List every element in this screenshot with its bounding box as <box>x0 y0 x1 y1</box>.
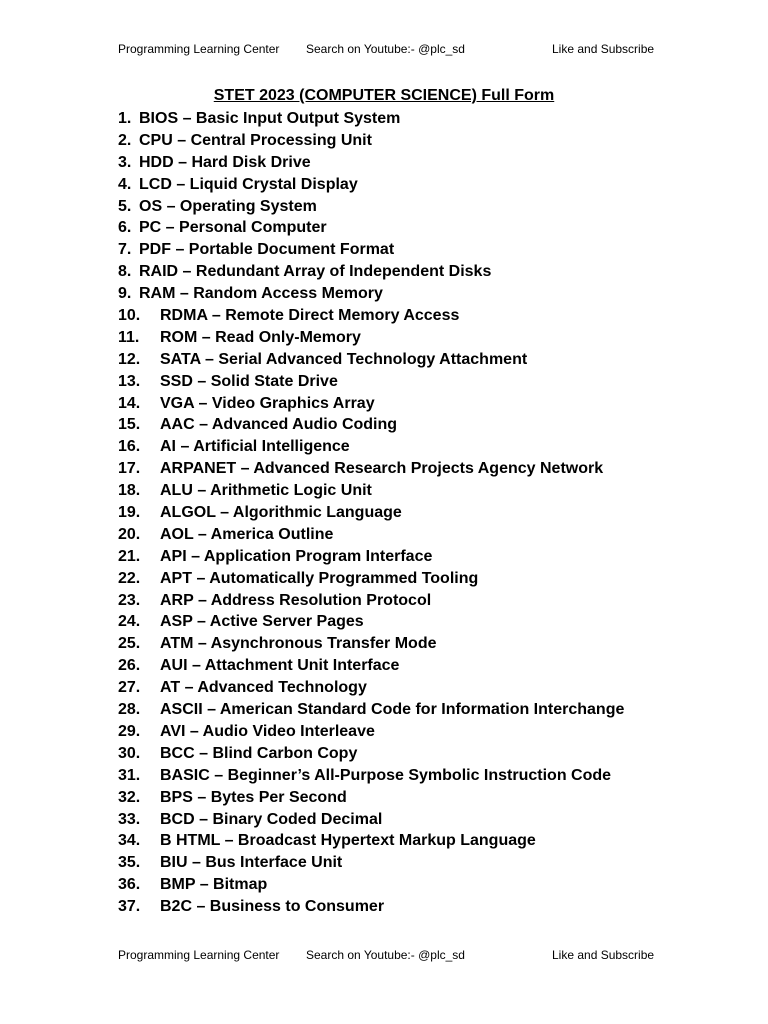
list-item-number: 5. <box>118 197 132 215</box>
list-item <box>0 152 768 174</box>
list-item-number: 21. <box>118 547 141 565</box>
list-item-text: ARP – Address Resolution Protocol <box>160 591 432 609</box>
list-item-number: 11. <box>118 328 140 346</box>
list-item-number: 36. <box>118 876 141 894</box>
list-item <box>0 546 768 568</box>
list-item <box>0 174 768 196</box>
list-item-number: 6. <box>118 219 132 237</box>
page-footer <box>0 948 768 968</box>
list-item-number: 32. <box>118 788 141 806</box>
list-item-number: 23. <box>118 591 141 609</box>
list-item <box>0 765 768 787</box>
list-item <box>0 458 768 480</box>
list-item <box>0 283 768 305</box>
list-item-text: BASIC – Beginner’s All-Purpose Symbolic Instruction Code <box>160 766 612 784</box>
list-item <box>0 655 768 677</box>
list-item-number: 18. <box>118 482 141 500</box>
list-item-text: ATM – Asynchronous Transfer Mode <box>160 635 437 653</box>
document-title: STET 2023 (COMPUTER SCIENCE) Full Form <box>213 87 555 104</box>
list-item <box>0 611 768 633</box>
list-item-number: 8. <box>118 263 132 281</box>
list-item-text: PDF – Portable Document Format <box>139 241 395 259</box>
footer-right-text: Like and Subscribe <box>552 948 655 962</box>
list-item-text: PC – Personal Computer <box>139 219 327 237</box>
list-item-text: ALGOL – Algorithmic Language <box>160 504 402 522</box>
list-item-text: BIOS – Basic Input Output System <box>139 110 401 127</box>
list-item <box>0 524 768 546</box>
list-item <box>0 699 768 721</box>
list-item-number: 10. <box>118 307 141 325</box>
list-item-number: 16. <box>118 438 141 456</box>
list-item-number: 7. <box>118 241 132 259</box>
list-item-text: B HTML – Broadcast Hypertext Markup Language <box>160 832 536 850</box>
list-item-text: AOL – America Outline <box>160 525 334 543</box>
list-item-number: 30. <box>118 744 141 762</box>
list-item-text: BPS – Bytes Per Second <box>160 788 347 806</box>
list-item-number: 26. <box>118 657 141 675</box>
list-item-text: AUI – Attachment Unit Interface <box>160 657 400 675</box>
list-item-text: BMP – Bitmap <box>160 876 268 894</box>
list-item-number: 27. <box>118 679 141 697</box>
list-item-number: 35. <box>118 854 141 872</box>
list-item-text: AT – Advanced Technology <box>160 679 367 697</box>
list-item-number: 20. <box>118 525 141 543</box>
list-item-text: RAID – Redundant Array of Independent Disks <box>139 263 492 281</box>
list-item <box>0 677 768 699</box>
list-item-text: CPU – Central Processing Unit <box>139 131 372 149</box>
list-item <box>0 196 768 218</box>
list-item-text: OS – Operating System <box>139 197 317 215</box>
footer-middle-text: Search on Youtube:- @plc_sd <box>306 948 465 962</box>
footer-left-text: Programming Learning Center <box>118 948 280 962</box>
list-item-number: 17. <box>118 460 141 478</box>
list-item-text: API – Application Program Interface <box>160 547 433 565</box>
header-left-text: Programming Learning Center <box>118 42 280 56</box>
list-item-text: BCC – Blind Carbon Copy <box>160 744 358 762</box>
page-header <box>0 42 768 62</box>
list-item-text: ARPANET – Advanced Research Projects Agency Network <box>160 460 604 478</box>
list-item-number: 33. <box>118 810 141 828</box>
list-item-text: BCD – Binary Coded Decimal <box>160 810 383 828</box>
list-item-text: ASCII – American Standard Code for Information Interchange <box>160 701 625 719</box>
list-item-text: RDMA – Remote Direct Memory Access <box>160 307 460 325</box>
list-item <box>0 371 768 393</box>
list-item <box>0 261 768 283</box>
list-item-number: 19. <box>118 504 141 522</box>
header-right-text: Like and Subscribe <box>552 42 655 56</box>
list-item <box>0 436 768 458</box>
list-item-number: 15. <box>118 416 141 434</box>
list-item-text: LCD – Liquid Crystal Display <box>139 175 358 193</box>
list-item <box>0 327 768 349</box>
list-item-number: 24. <box>118 613 141 631</box>
list-item <box>0 896 768 918</box>
list-item <box>0 743 768 765</box>
list-item <box>0 108 768 130</box>
terms-list <box>0 108 768 918</box>
list-item-text: BIU – Bus Interface Unit <box>160 854 343 872</box>
list-item-text: SSD – Solid State Drive <box>160 372 338 390</box>
list-item-text: ROM – Read Only-Memory <box>160 328 361 346</box>
list-item <box>0 830 768 852</box>
list-item-text: B2C – Business to Consumer <box>160 898 385 916</box>
list-item <box>0 239 768 261</box>
list-item-number: 14. <box>118 394 141 412</box>
list-item-text: ALU – Arithmetic Logic Unit <box>160 482 372 500</box>
list-item-text: AI – Artificial Intelligence <box>160 438 350 456</box>
list-item-number: 37. <box>118 898 141 916</box>
list-item <box>0 874 768 896</box>
list-item-number: 4. <box>118 175 132 193</box>
list-item <box>0 633 768 655</box>
list-item <box>0 787 768 809</box>
list-item <box>0 130 768 152</box>
list-item-text: VGA – Video Graphics Array <box>160 394 375 412</box>
list-item-text: SATA – Serial Advanced Technology Attachment <box>160 350 528 368</box>
list-item-number: 28. <box>118 701 141 719</box>
list-item <box>0 414 768 436</box>
list-item-number: 31. <box>118 766 141 784</box>
list-item-number: 1. <box>118 110 132 127</box>
list-item-number: 3. <box>118 153 132 171</box>
list-item-number: 9. <box>118 285 132 303</box>
list-item-text: AVI – Audio Video Interleave <box>160 722 375 740</box>
list-item-number: 34. <box>118 832 141 850</box>
list-item-number: 22. <box>118 569 141 587</box>
list-item-number: 29. <box>118 722 141 740</box>
list-item <box>0 809 768 831</box>
list-item-text: ASP – Active Server Pages <box>160 613 364 631</box>
list-item-text: AAC – Advanced Audio Coding <box>160 416 398 434</box>
list-item-text: RAM – Random Access Memory <box>139 285 383 303</box>
list-item <box>0 568 768 590</box>
list-item <box>0 393 768 415</box>
list-item-text: HDD – Hard Disk Drive <box>139 153 311 171</box>
list-item-number: 13. <box>118 372 141 390</box>
list-item <box>0 480 768 502</box>
list-item <box>0 305 768 327</box>
list-item <box>0 852 768 874</box>
list-item <box>0 590 768 612</box>
header-middle-text: Search on Youtube:- @plc_sd <box>306 42 465 56</box>
list-item <box>0 217 768 239</box>
list-item-number: 12. <box>118 350 141 368</box>
list-item-text: APT – Automatically Programmed Tooling <box>160 569 479 587</box>
list-item <box>0 349 768 371</box>
list-item-number: 2. <box>118 131 132 149</box>
document-title-wrapper <box>0 86 768 106</box>
list-item <box>0 502 768 524</box>
list-item <box>0 721 768 743</box>
list-item-number: 25. <box>118 635 141 653</box>
